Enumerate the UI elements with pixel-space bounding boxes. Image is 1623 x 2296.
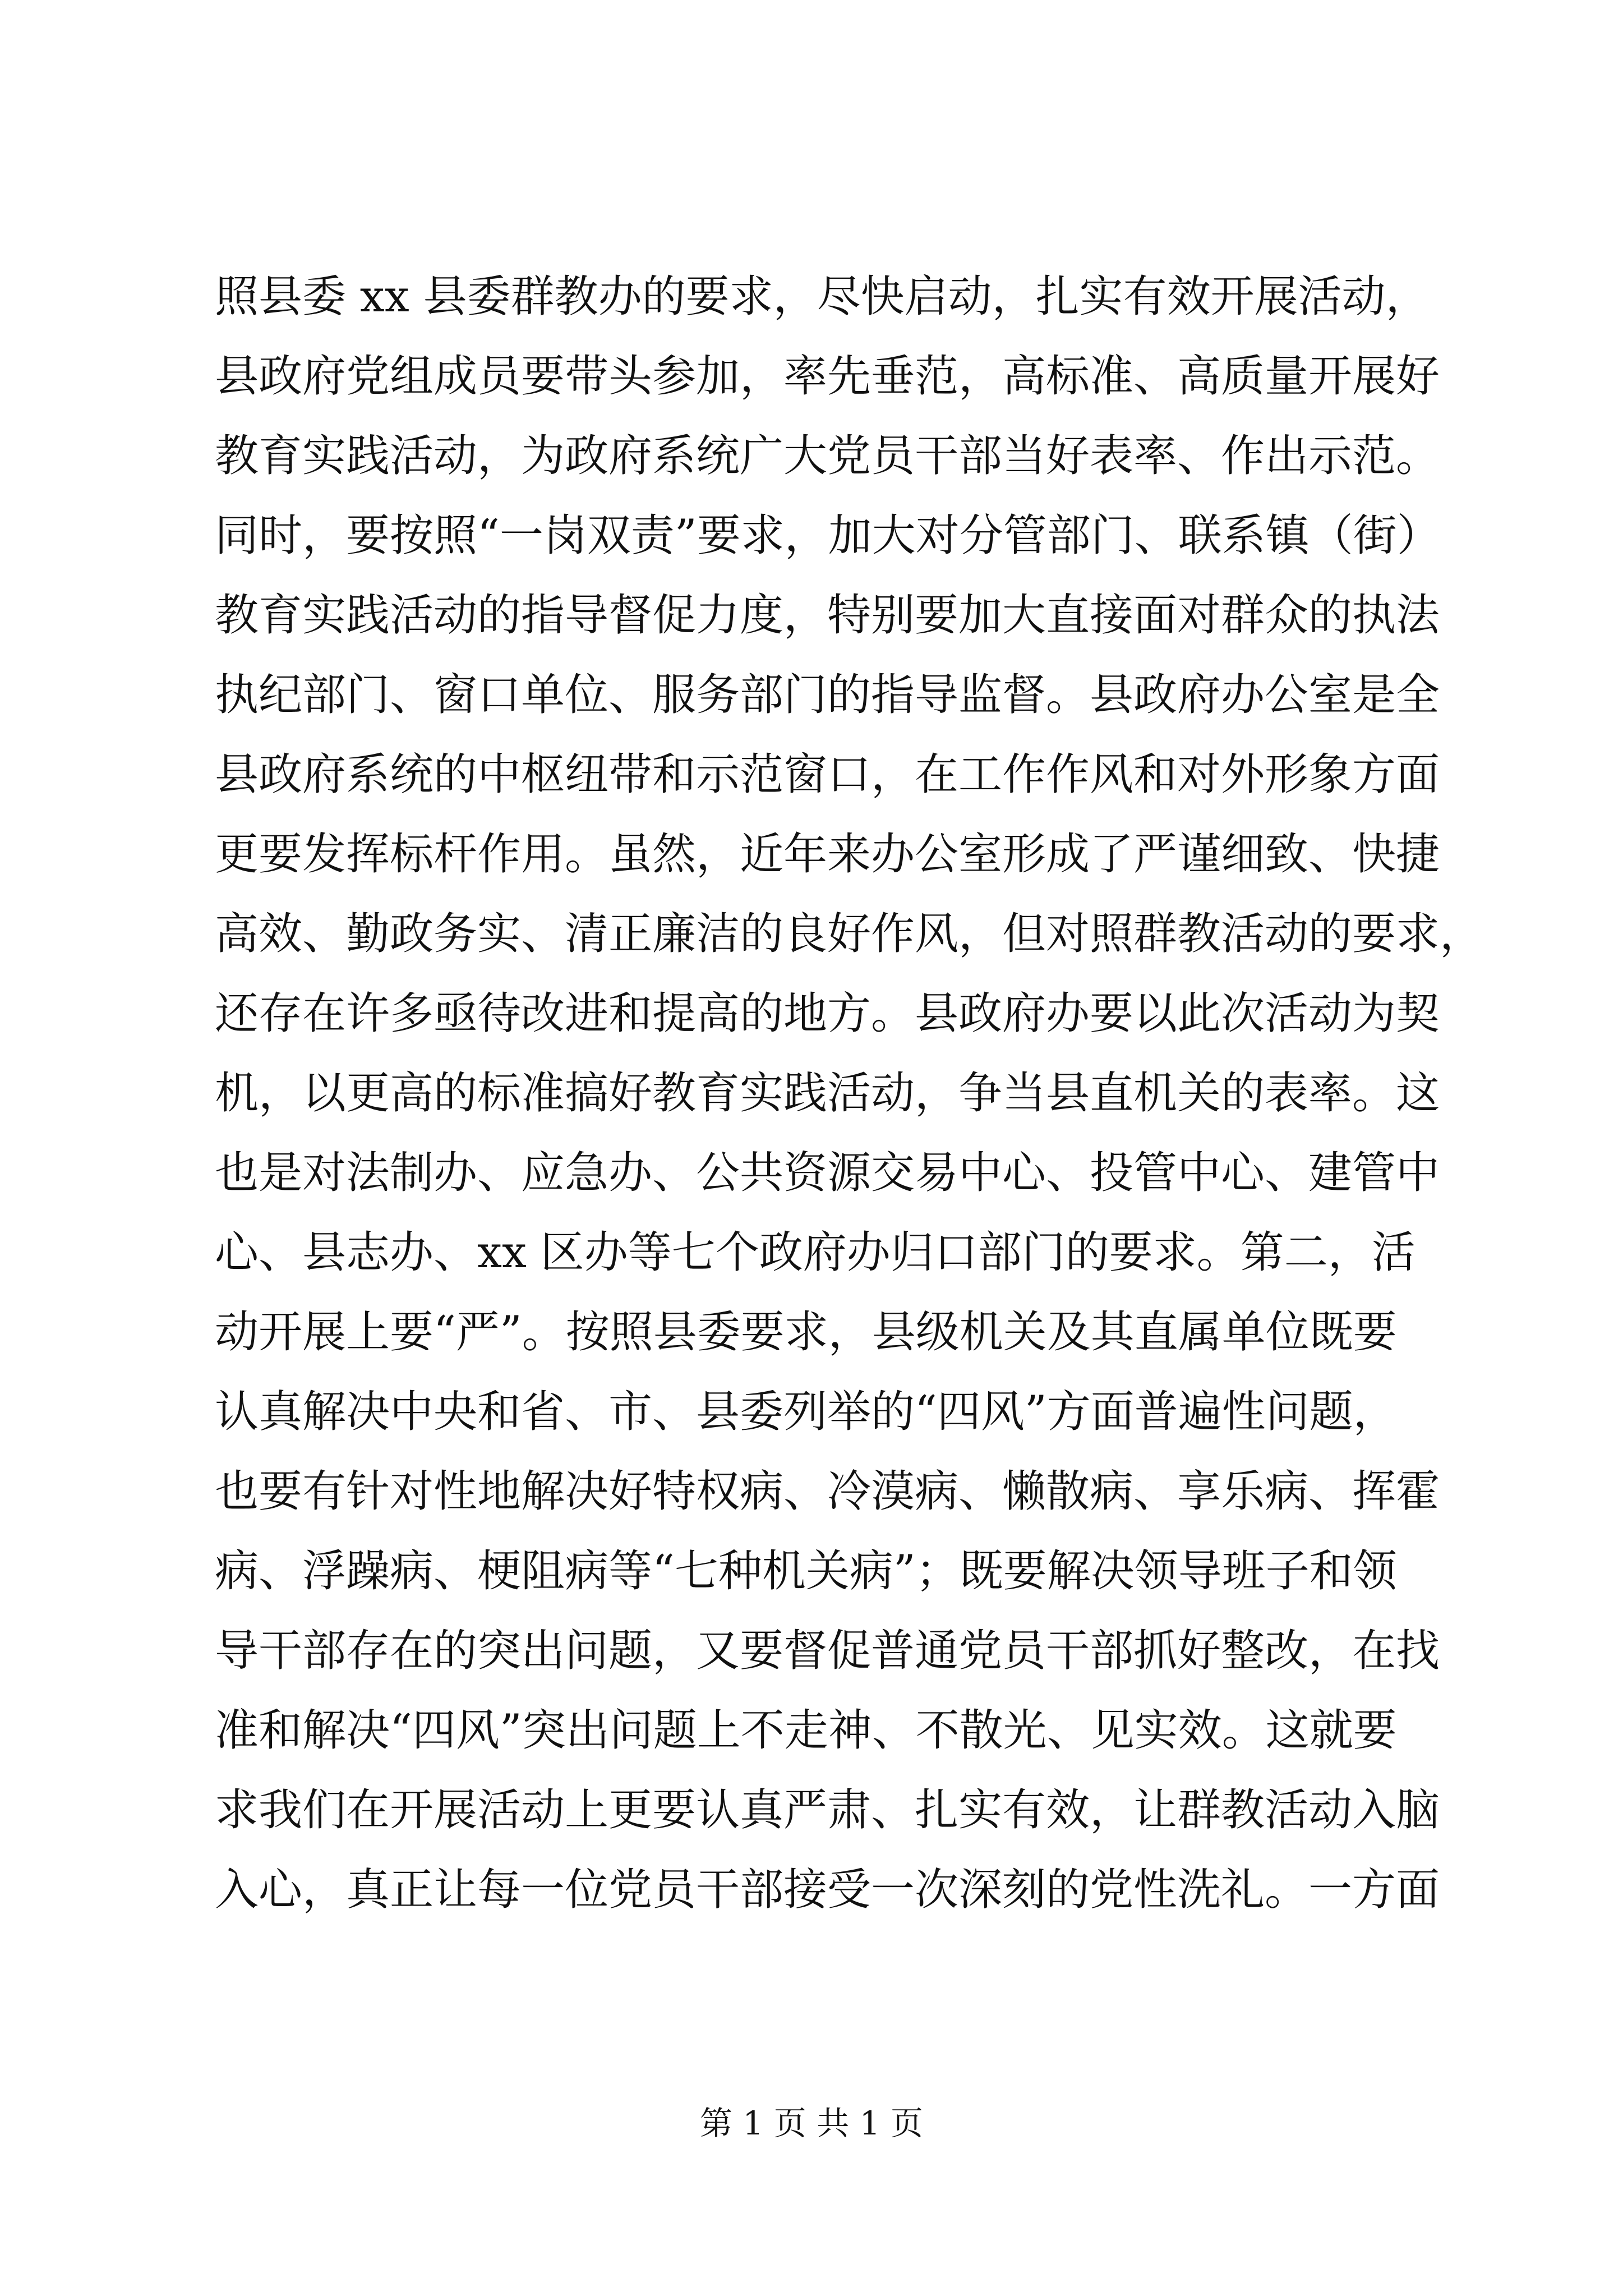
text-line: 高效、勤政务实、清正廉洁的良好作风，但对照群教活动的要求，: [215, 909, 1484, 959]
text-line: 心、县志办、xx 区办等七个政府办归口部门的要求。第二，活: [215, 1227, 1415, 1278]
text-line: 教育实践活动的指导督促力度，特别要加大直接面对群众的执法: [215, 590, 1440, 641]
text-line: 教育实践活动，为政府系统广大党员干部当好表率、作出示范。: [215, 431, 1440, 481]
text-line: 执纪部门、窗口单位、服务部门的指导监督。县政府办公室是全: [215, 670, 1440, 720]
text-line: 病、浮躁病、梗阻病等“七种机关病”；既要解决领导班子和领: [215, 1546, 1397, 1596]
text-line: 机，以更高的标准搞好教育实践活动，争当县直机关的表率。这: [215, 1068, 1440, 1119]
text-line: 求我们在开展活动上更要认真严肃、扎实有效，让群教活动入脑: [215, 1785, 1440, 1835]
text-line: 动开展上要“严”。按照县委要求，县级机关及其直属单位既要: [215, 1307, 1397, 1358]
body-text: [215, 257, 1484, 1930]
text-line: 也要有针对性地解决好特权病、冷漠病、懒散病、享乐病、挥霍: [215, 1466, 1440, 1517]
text-line: 认真解决中央和省、市、县委列举的“四风”方面普遍性问题，: [215, 1387, 1397, 1437]
text-line: 还存在许多亟待改进和提高的地方。县政府办要以此次活动为契: [215, 988, 1440, 1039]
text-line: 同时，要按照“一岗双责”要求，加大对分管部门、联系镇（街）: [215, 510, 1441, 561]
text-line: 照县委 xx 县委群教办的要求，尽快启动，扎实有效开展活动，: [215, 272, 1430, 322]
text-line: 入心，真正让每一位党员干部接受一次深刻的党性洗礼。一方面: [215, 1865, 1440, 1915]
text-line: 更要发挥标杆作用。虽然，近年来办公室形成了严谨细致、快捷: [215, 829, 1440, 880]
text-line: 县政府系统的中枢纽带和示范窗口，在工作作风和对外形象方面: [215, 749, 1440, 800]
page-footer: 第 1 页 共 1 页: [700, 2104, 923, 2142]
text-line: 准和解决“四风”突出问题上不走神、不散光、见实效。这就要: [215, 1705, 1397, 1756]
text-line: 县政府党组成员要带头参加，率先垂范，高标准、高质量开展好: [215, 351, 1440, 402]
text-line: 也是对法制办、应急办、公共资源交易中心、投管中心、建管中: [215, 1148, 1440, 1198]
text-line: 导干部存在的突出问题，又要督促普通党员干部抓好整改，在找: [215, 1626, 1440, 1676]
